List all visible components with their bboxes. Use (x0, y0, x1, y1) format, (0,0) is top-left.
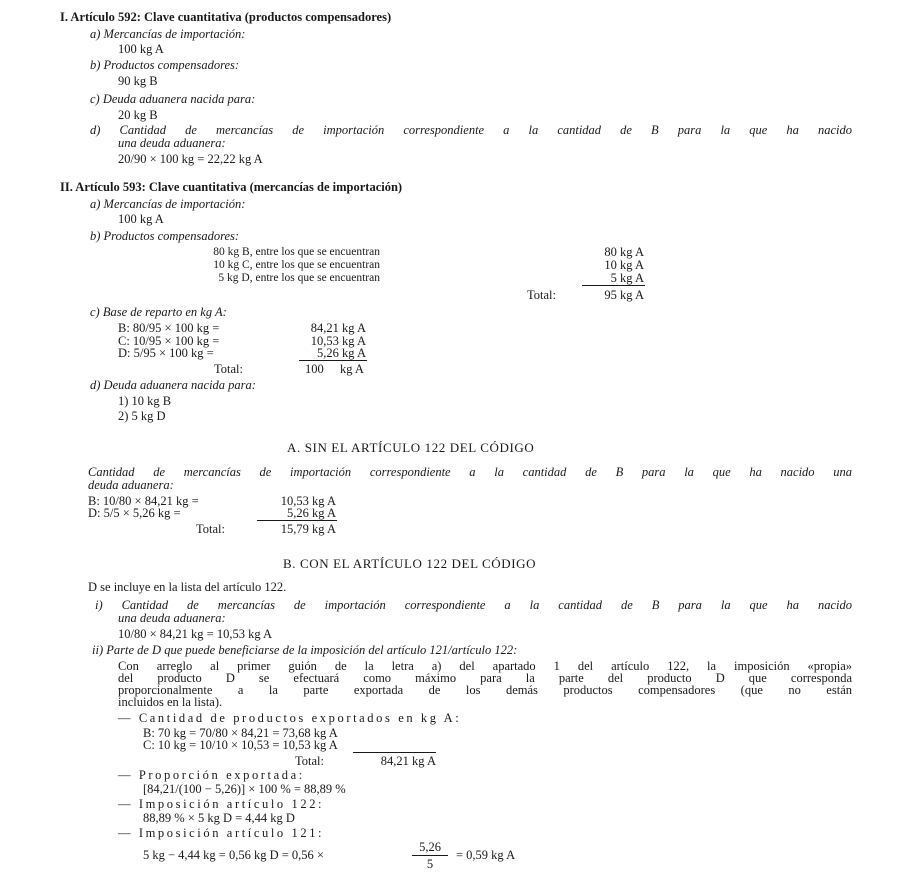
secB-dash1-total-label: Total: (295, 754, 324, 768)
section-1-title: I. Artículo 592: Clave cuantitativa (productos compensadores) (60, 10, 392, 24)
secB-dash2-value: [84,21/(100 − 5,26)] × 100 % = 88,89 % (143, 782, 346, 796)
sec2-c-row-left: B: 80/95 × 100 kg = (118, 321, 220, 335)
secB-i-value: 10/80 × 84,21 kg = 10,53 kg A (118, 627, 273, 641)
sec2-b-row-right: 10 kg A (604, 258, 644, 272)
secA-row-right: 5,26 kg A (287, 506, 336, 520)
secA-row-left: B: 10/80 × 84,21 kg = (88, 494, 199, 508)
sec1-a-value: 100 kg A (118, 42, 164, 56)
sec2-b-total-rule (582, 285, 645, 286)
secB-dash4-fraction-bar (412, 855, 448, 856)
sec2-a-value: 100 kg A (118, 212, 164, 226)
sec1-d-label-line2: una deuda aduanera: (118, 136, 226, 150)
sec1-b-label: b) Productos compensadores: (90, 58, 240, 72)
sec1-b-value: 90 kg B (118, 74, 158, 88)
secB-dash1-row: B: 70 kg = 70/80 × 84,21 = 73,68 kg A (143, 726, 338, 740)
secA-row-left: D: 5/5 × 5,26 kg = (88, 506, 181, 520)
secB-paragraph-line: incluidos en la lista). (118, 695, 223, 709)
sec2-b-row-left: 10 kg C, entre los que se encuentran (213, 259, 380, 271)
secA-total-rule (257, 520, 337, 521)
sec2-b-row-left: 5 kg D, entre los que se encuentran (218, 272, 380, 284)
secA-text-line2: deuda aduanera: (88, 478, 174, 492)
sec2-c-row-left: D: 5/95 × 100 kg = (118, 346, 214, 360)
secB-dash1-total-value: 84,21 kg A (380, 754, 436, 768)
secB-i-label-line2: una deuda aduanera: (118, 611, 226, 625)
secB-dash4-formula-prefix: 5 kg − 4,44 kg = 0,56 kg D = 0,56 × (143, 848, 324, 862)
sec2-b-row-right: 5 kg A (610, 271, 644, 285)
section-2-title: II. Artículo 593: Clave cuantitativa (mercancías de importación) (60, 180, 403, 194)
sec1-a-label: a) Mercancías de importación: (90, 27, 246, 41)
sec2-c-row-right: 5,26 kg A (317, 346, 366, 360)
secB-ii-label: ii) Parte de D que puede beneficiarse de la imposición del artículo 121/artículo 122: (92, 643, 518, 657)
sec2-b-row-right: 80 kg A (604, 245, 644, 259)
sec1-d-value: 20/90 × 100 kg = 22,22 kg A (118, 152, 263, 166)
sec2-c-row-left: C: 10/95 × 100 kg = (118, 334, 220, 348)
secA-row-right: 10,53 kg A (280, 494, 336, 508)
secB-dash4-formula-suffix: = 0,59 kg A (456, 848, 516, 862)
secB-paragraph-line: del producto D se efectuará como máximo para la parte del producto D que corresponda (118, 671, 852, 685)
sec2-d-label: d) Deuda aduanera nacida para: (90, 378, 256, 392)
section-b-heading: B. CON EL ARTÍCULO 122 DEL CÓDIGO (283, 556, 537, 571)
secB-dash3-value: 88,89 % × 5 kg D = 4,44 kg D (143, 811, 295, 825)
section-a-heading: A. SIN EL ARTÍCULO 122 DEL CÓDIGO (287, 440, 535, 455)
sec2-c-total-label: Total: (214, 362, 243, 376)
sec1-c-value: 20 kg B (118, 108, 158, 122)
sec2-c-row-right: 10,53 kg A (310, 334, 366, 348)
secB-paragraph-line: Con arreglo al primer guión de la letra a) del apartado 1 del artículo 122, la imposición «propia» (118, 659, 852, 673)
sec2-b-label: b) Productos compensadores: (90, 229, 240, 243)
secA-text-line1: Cantidad de mercancías de importación correspondiente a la cantidad de B para la que ha nacido una (88, 465, 852, 479)
secB-dash4-fraction-numerator: 5,26 (419, 840, 441, 854)
secB-dash4-label: — Imposición artículo 121: (118, 826, 325, 840)
secB-dash2-label: — Proporción exportada: (118, 768, 305, 782)
sec2-c-total-rule (299, 360, 367, 361)
secB-intro: D se incluye en la lista del artículo 122. (88, 580, 287, 594)
sec2-a-label: a) Mercancías de importación: (90, 197, 246, 211)
sec2-d-item: 1) 10 kg B (118, 394, 172, 408)
secB-dash1-total-rule (353, 752, 436, 753)
secB-dash1-label: — Cantidad de productos exportados en kg A: (118, 711, 462, 725)
secB-dash4-fraction-denominator: 5 (426, 857, 434, 871)
sec2-c-row-right: 84,21 kg A (310, 321, 366, 335)
secB-dash1-row: C: 10 kg = 10/10 × 10,53 = 10,53 kg A (143, 738, 338, 752)
sec2-c-total-unit: kg A (340, 362, 364, 376)
sec2-c-label: c) Base de reparto en kg A: (90, 305, 227, 319)
sec1-d-label-line1: d) Cantidad de mercancías de importación correspondiente a la cantidad de B para la que ha nacido (90, 123, 852, 137)
sec2-b-total-value: 95 kg A (604, 288, 644, 302)
sec2-b-row-left: 80 kg B, entre los que se encuentran (213, 246, 380, 258)
secA-total-value: 15,79 kg A (280, 522, 336, 536)
sec2-c-total-number: 100 (305, 362, 324, 376)
sec2-d-item: 2) 5 kg D (118, 409, 166, 423)
sec1-c-label: c) Deuda aduanera nacida para: (90, 92, 256, 106)
secB-paragraph-line: proporcionalmente a la parte exportada de los demás productos compensadores (que no están (118, 683, 852, 697)
secB-i-label-line1: i) Cantidad de mercancías de importación correspondiente a la cantidad de B para la que ha nacido (95, 598, 852, 612)
sec2-b-total-label: Total: (527, 288, 556, 302)
secA-total-label: Total: (196, 522, 225, 536)
secB-dash3-label: — Imposición artículo 122: (118, 797, 325, 811)
